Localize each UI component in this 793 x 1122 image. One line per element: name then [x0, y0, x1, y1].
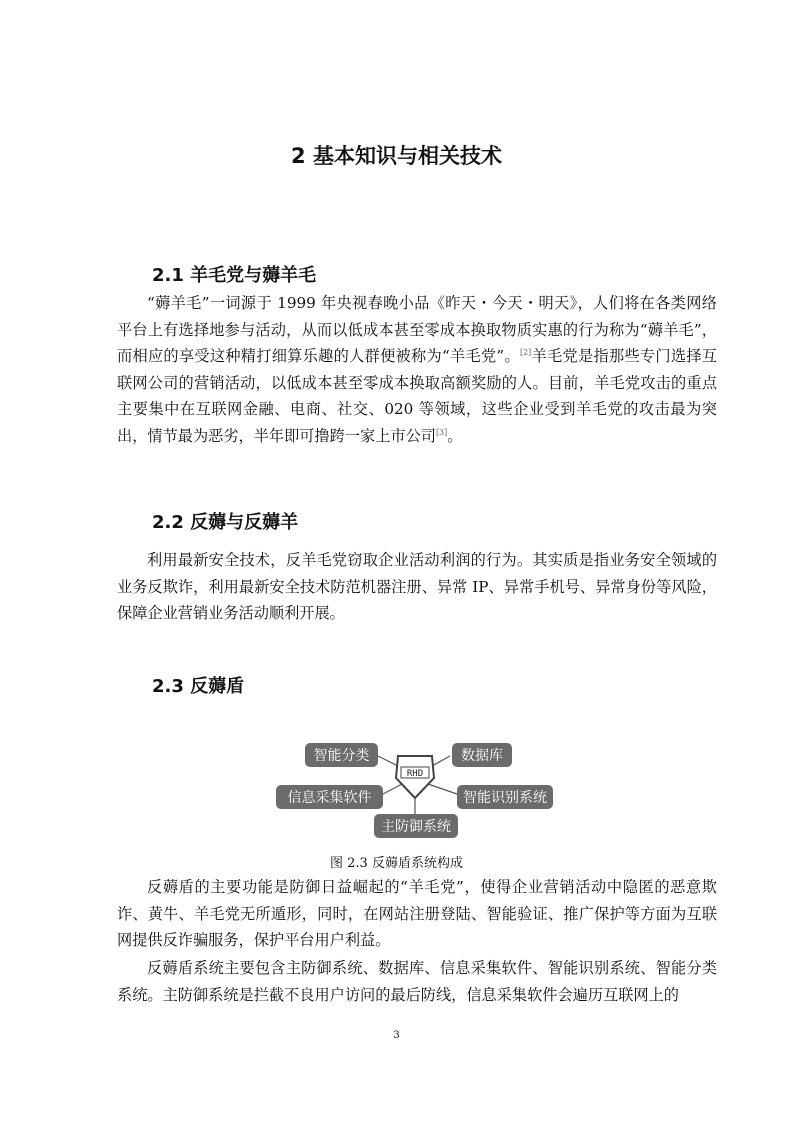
node-label-smart-classification: 智能分类 — [313, 748, 370, 764]
node-label-info-collection: 信息采集软件 — [287, 790, 372, 806]
node-label-smart-recognition: 智能识别系统 — [463, 790, 547, 806]
rhd-system-diagram — [270, 734, 560, 844]
rhd-center-label: RHD — [406, 769, 424, 779]
section-title-2-1: 2.1 羊毛党与薅羊毛 — [152, 265, 317, 286]
node-label-database: 数据库 — [461, 748, 503, 764]
paragraph-text: 羊毛党是指那些专门选择互联网公司的营销活动，以低成本甚至零成本换取高额奖励的人。目前，羊毛党攻击的重点主要集中在互联网金融、电商、社交、020 等领域，这些企业受到羊毛党的攻击最为突出，情节最为恶劣，半年即可撸跨一家上市公司 — [117, 347, 718, 445]
paragraph-2-3-b: 反薅盾系统主要包含主防御系统、数据库、信息采集软件、智能识别系统、智能分类系统。主防御系统是拦截不良用户访问的最后防线，信息采集软件会遍历互联网上的 — [117, 959, 717, 1004]
paragraph-2-2: 利用最新安全技术，反羊毛党窃取企业活动利润的行为。其实质是指业务安全领域的业务反欺诈，利用最新安全技术防范机器注册、异常 IP、异常手机号、异常身份等风险，保障企业营销业务活动顺利开展。 — [117, 551, 717, 622]
page-number: 3 — [393, 1030, 400, 1041]
node-label-main-defense: 主防御系统 — [381, 819, 451, 835]
paragraph-text: “薅羊毛”一词源于 1999 年央视春晚小品《昨天・今天・明天》，人们将在各类网络平台上有选择地参与活动，从而以低成本甚至零成本换取物质实惠的行为称为“薅羊毛”，而相应的享受这种精打细算乐趣的人群便被称为“羊毛党”。 — [117, 294, 717, 365]
citation-ref: [2] — [519, 348, 532, 357]
chapter-title: 2 基本知识与相关技术 — [291, 144, 502, 168]
paragraph-text: 。 — [447, 426, 463, 445]
citation-ref: [3] — [435, 427, 448, 437]
figure-caption: 图 2.3 反薅盾系统构成 — [330, 856, 463, 871]
paragraph-2-1 — [117, 290, 717, 449]
section-title-2-3: 2.3 反薅盾 — [152, 676, 245, 697]
paragraph-2-3-a: 反薅盾的主要功能是防御日益崛起的“羊毛党”，使得企业营销活动中隐匿的恶意欺诈、黄牛、羊毛党无所遁形，同时，在网站注册登陆、智能验证、推广保护等方面为互联网提供反诈骗服务，保护平台用户利益。 — [117, 878, 717, 949]
section-title-2-2: 2.2 反薅与反薅羊 — [152, 512, 299, 533]
